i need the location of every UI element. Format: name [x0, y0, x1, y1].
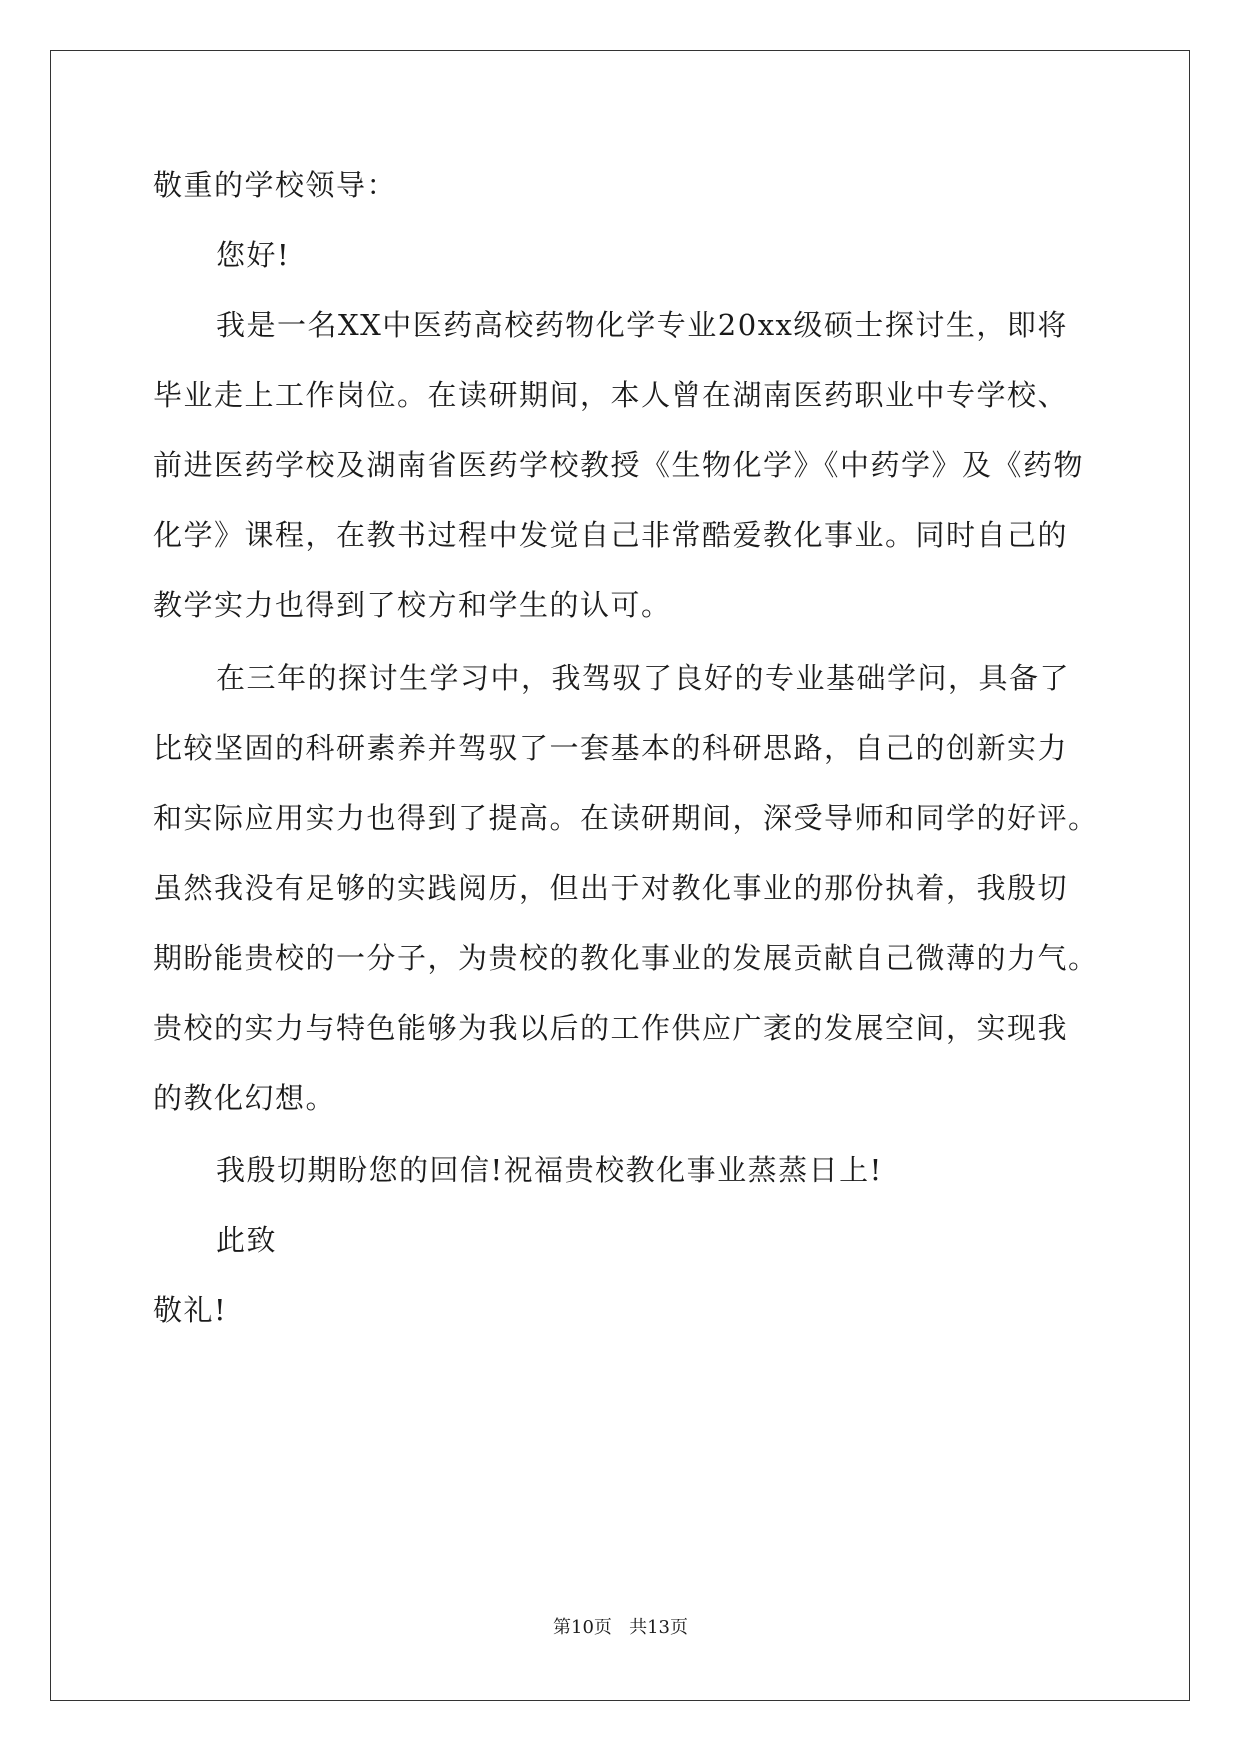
paragraph-line: 期盼能贵校的一分子，为贵校的教化事业的发展贡献自己微薄的力气。	[153, 941, 1099, 975]
paragraph-line: 毕业走上工作岗位。在读研期间，本人曾在湖南医药职业中专学校、	[153, 378, 1069, 412]
page-number-label: 第10页 共13页	[553, 1617, 688, 1638]
paragraph-line: 我是一名XX中医药高校药物化学专业20xx级硕士探讨生，即将	[216, 308, 1068, 342]
paragraph-line: 虽然我没有足够的实践阅历，但出于对教化事业的那份执着，我殷切	[153, 871, 1069, 905]
paragraph-line: 前进医药学校及湖南省医药学校教授《生物化学》《中药学》及《药物	[153, 448, 1085, 482]
paragraph-line: 贵校的实力与特色能够为我以后的工作供应广袤的发展空间，实现我	[153, 1011, 1069, 1045]
closing-jing-li: 敬礼!	[153, 1293, 228, 1327]
paragraph-line: 教学实力也得到了校方和学生的认可。	[153, 588, 672, 622]
greeting: 您好!	[216, 238, 291, 272]
paragraph-line: 在三年的探讨生学习中，我驾驭了良好的专业基础学问，具备了	[216, 661, 1071, 695]
paragraph-line: 化学》课程，在教书过程中发觉自己非常酷爱教化事业。同时自己的	[153, 518, 1069, 552]
salutation: 敬重的学校领导：	[153, 168, 398, 202]
paragraph-line: 和实际应用实力也得到了提高。在读研期间，深受导师和同学的好评。	[153, 801, 1099, 835]
paragraph-line: 的教化幻想。	[153, 1081, 337, 1115]
page-number	[0, 1616, 1241, 1640]
closing-ci-zhi: 此致	[216, 1223, 278, 1257]
closing-wish: 我殷切期盼您的回信!祝福贵校教化事业蒸蒸日上!	[216, 1153, 883, 1187]
paragraph-line: 比较坚固的科研素养并驾驭了一套基本的科研思路，自己的创新实力	[153, 731, 1069, 765]
